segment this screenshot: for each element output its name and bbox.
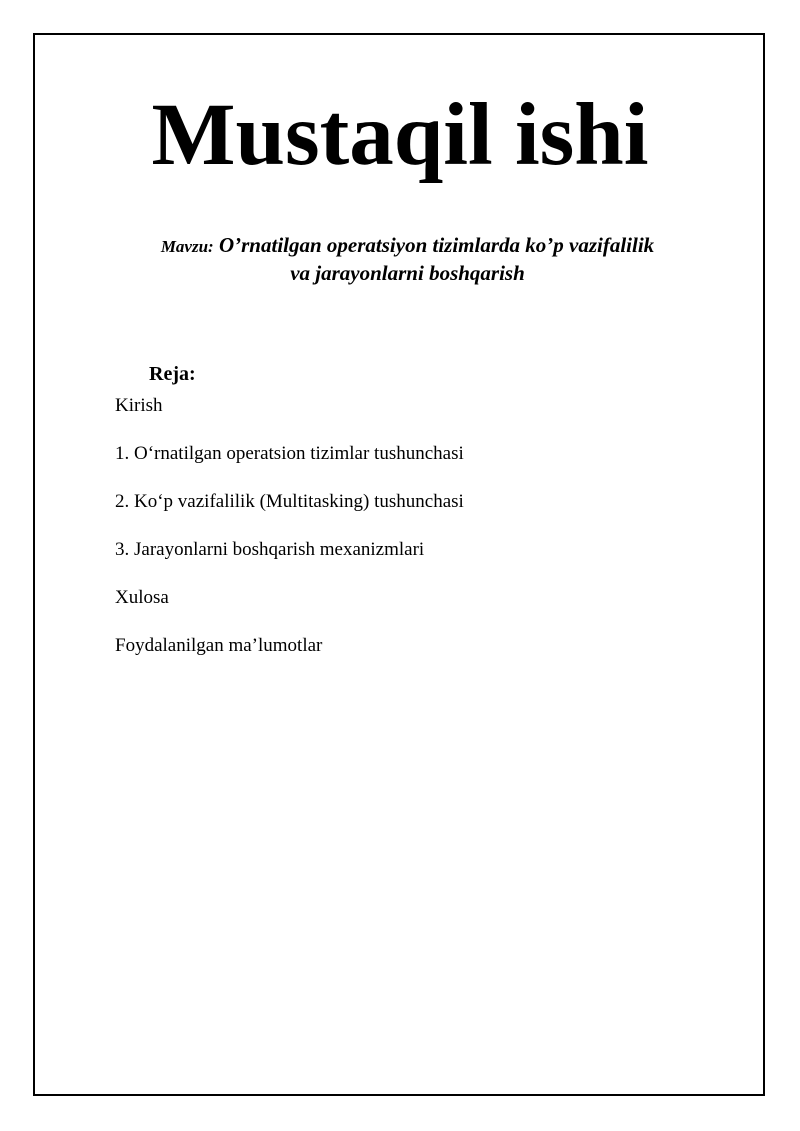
subject-label: Mavzu: <box>160 237 214 256</box>
subject-text-line2: va jarayonlarni boshqarish <box>290 261 525 285</box>
subject-text-line1: O’rnatilgan operatsiyon tizimlarda ko’p vazifalilik <box>218 233 655 257</box>
plan-item-conclusion: Xulosa <box>115 587 169 608</box>
plan-heading: Reja: <box>149 363 196 385</box>
plan-item-1: 1. O‘rnatilgan operatsion tizimlar tushunchasi <box>115 443 464 464</box>
plan-item-references: Foydalanilgan ma’lumotlar <box>115 635 323 656</box>
plan-item-2: 2. Ko‘p vazifalilik (Multitasking) tushunchasi <box>115 491 464 512</box>
plan-list <box>115 393 464 681</box>
page-title: Mustaqil ishi <box>151 86 649 184</box>
subject-block <box>110 232 705 287</box>
plan-item-3: 3. Jarayonlarni boshqarish mexanizmlari <box>115 539 425 560</box>
plan-item-introduction: Kirish <box>115 395 163 416</box>
